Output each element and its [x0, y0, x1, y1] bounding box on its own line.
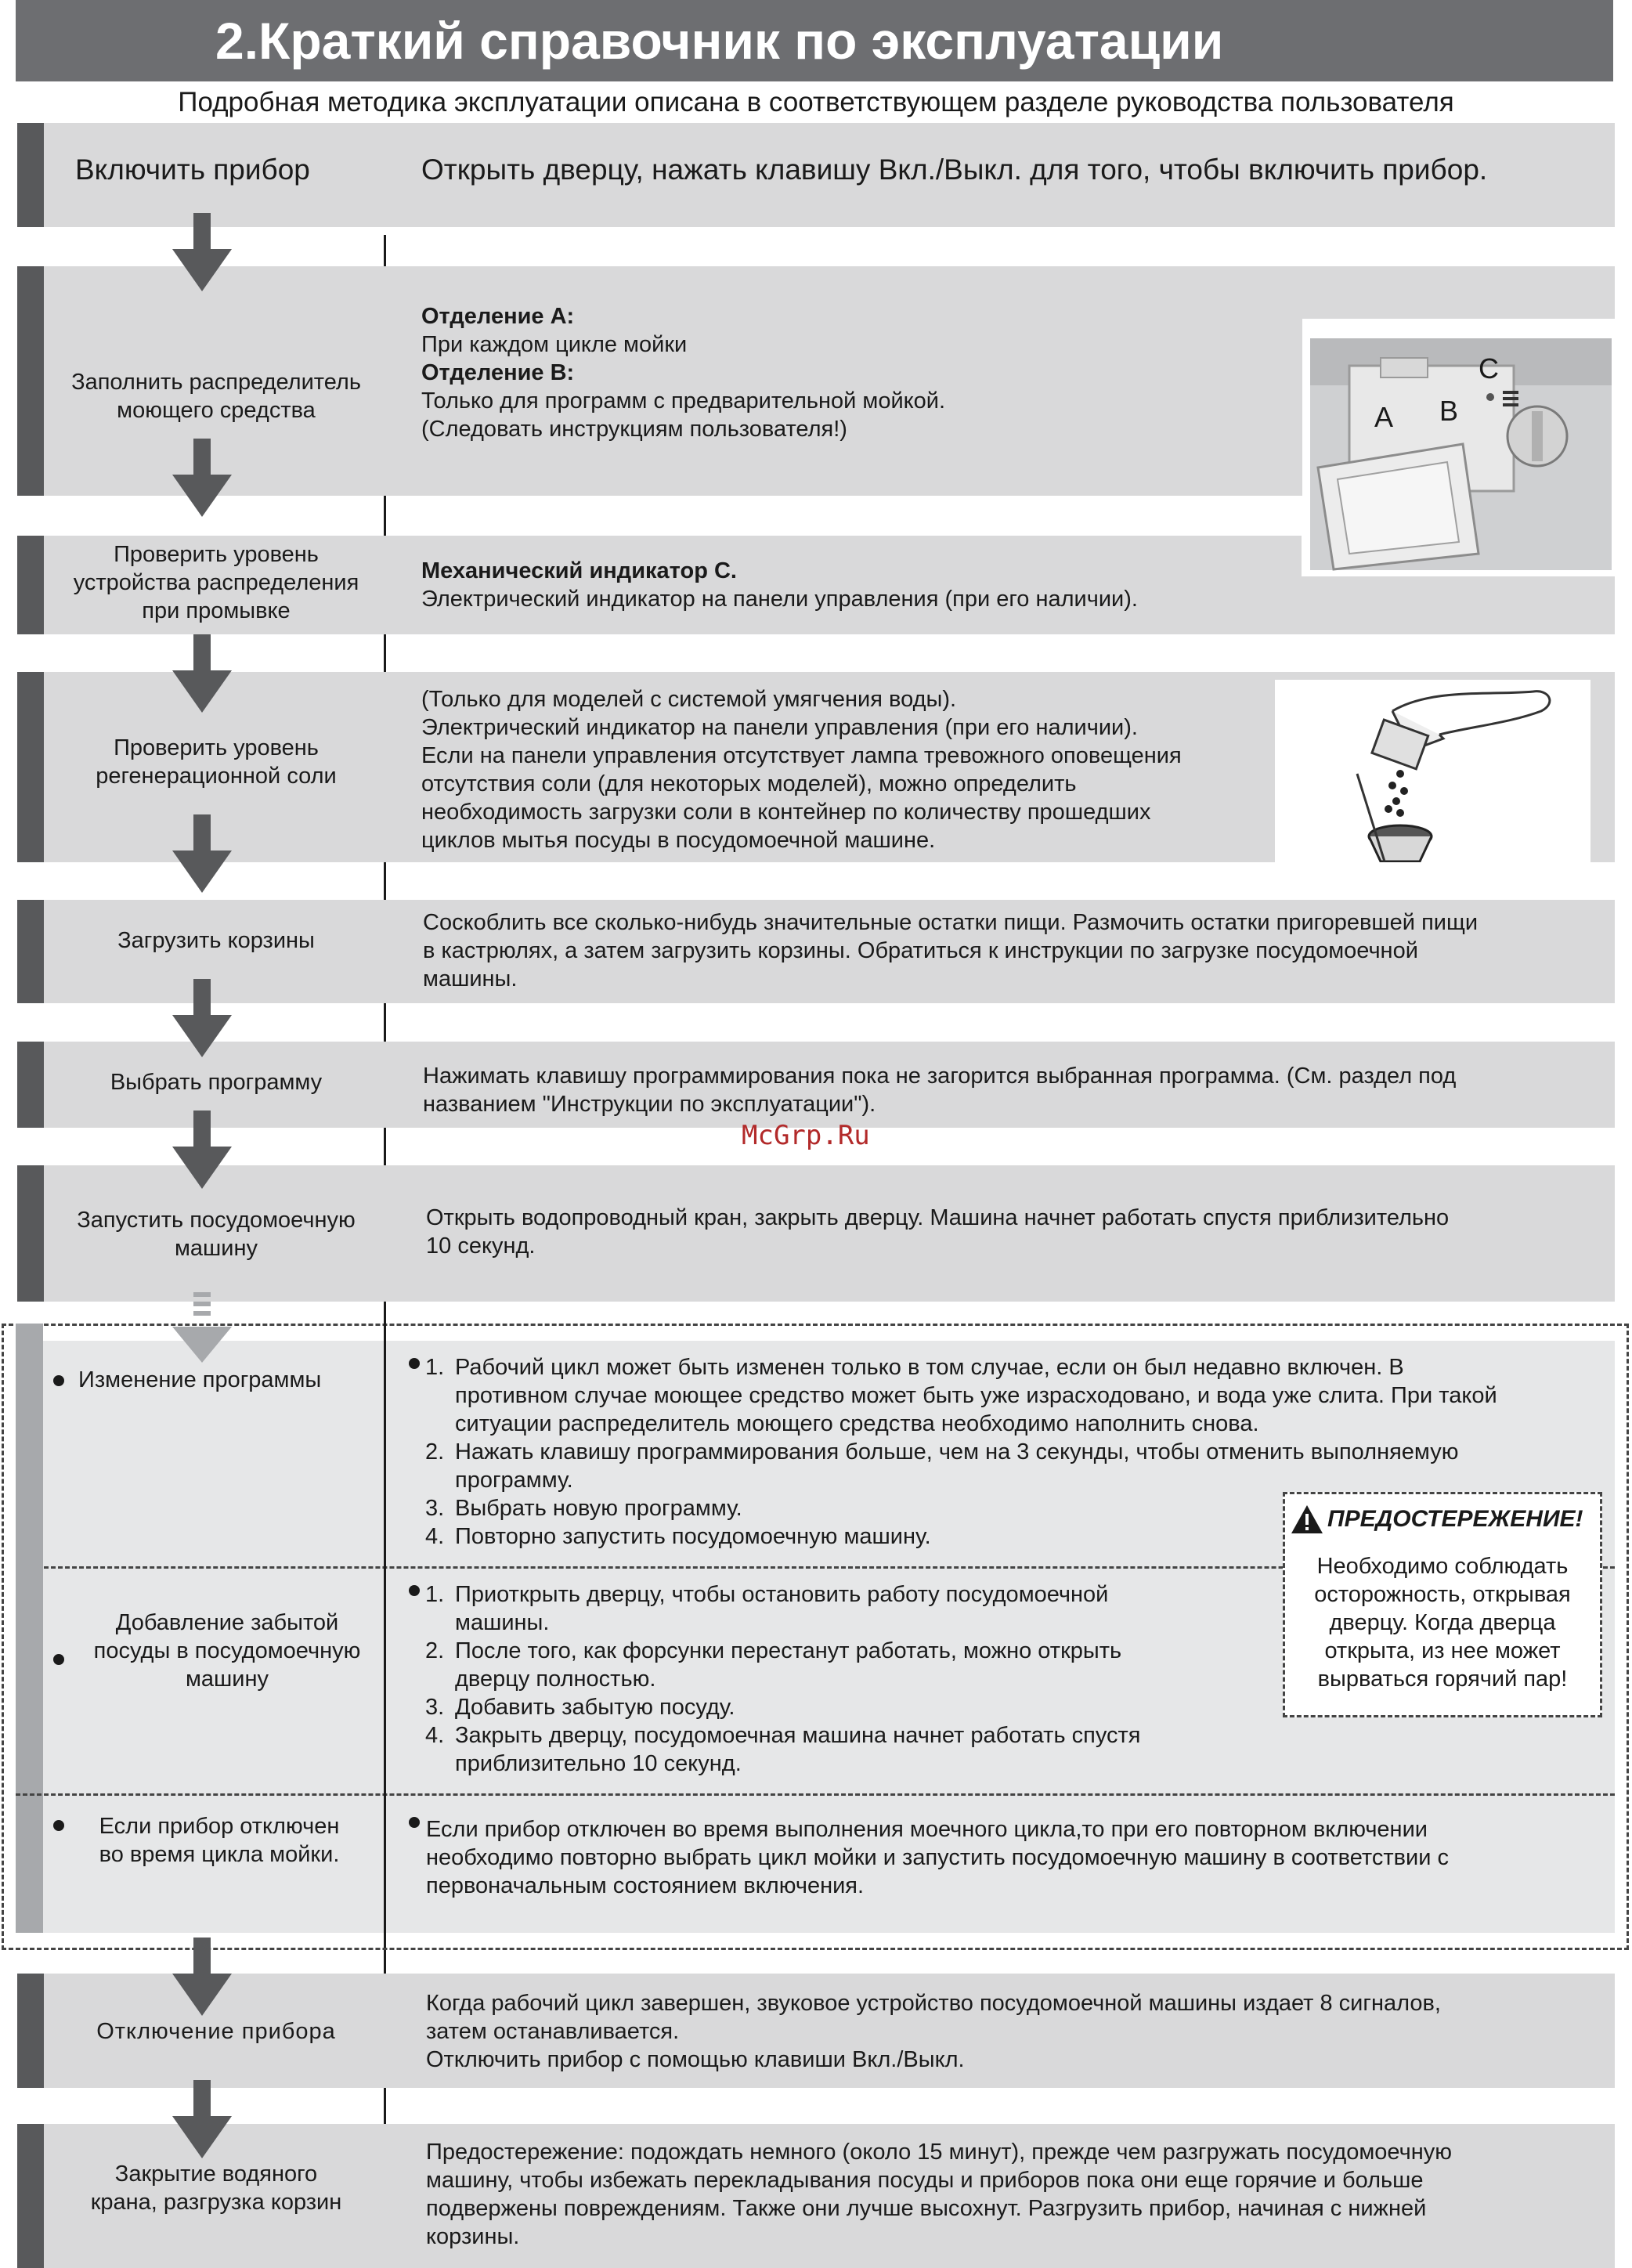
arrow-down-icon [172, 439, 232, 517]
warning-title: ПРЕДОСТЕРЕЖЕНИЕ! [1327, 1506, 1583, 1532]
step-label: Отключение прибора [96, 2019, 336, 2044]
step-label: Заполнить распределитель моющего средства [71, 370, 361, 423]
add-dish-steps: 1. Приоткрыть дверцу, чтобы остановить работу посудомоечной машины. 2. После того, как форсунки перестанут работать, можно открыть дверцу полностью. 3. Добавить забытую посуду. 4. Закрыть дверцу, посудомоечная машина начнет работать спустя приблизительно 10 секунд. [425, 1582, 1141, 1776]
page-title: 2.Краткий справочник по эксплуатации [215, 12, 1224, 70]
step-content: Механический индикатор C. Электрический индикатор на панели управления (при его наличии). [421, 558, 1138, 612]
step-content: Когда рабочий цикл завершен, звуковое устройство посудомоечной машины издает 8 сигналов, затем останавливается. Отключить прибор с помощью клавиши Вкл./Выкл. [426, 1991, 1441, 2072]
dashed-arrow-icon [172, 1292, 232, 1363]
step-label: Проверить уровень регенерационной соли [96, 735, 337, 789]
optional-label: Изменение программы [78, 1367, 322, 1392]
dispenser-label-a: A [1374, 401, 1394, 433]
arrow-down-icon [172, 634, 232, 713]
step-content: (Только для моделей с системой умягчения воды). Электрический индикатор на панели управления (при его наличии). Если на панели управления отсутствует лампа тревожного оповещения отсутствия соли (для некоторых моделей), можно определить необходимость загрузки соли в контейнер по количеству прошедших циклов мытья посуды в посудомоечной машине. [421, 687, 1182, 853]
step-content: Нажимать клавишу программирования пока не загорится выбранная программа. (См. раздел под названием "Инструкции по эксплуатации"). [423, 1064, 1457, 1117]
page-subtitle: Подробная методика эксплуатации описана в соответствующем разделе руководства пользователя [178, 87, 1454, 117]
power-off-text: Если прибор отключен во время выполнения моечного цикла,то при его повторном включении необходимо повторно выбрать цикл мойки и запустить посудомоечную машину в соответствии с первоначальным состоянием включения. [426, 1817, 1449, 1898]
step-content: Отделение A: При каждом цикле мойки Отделение B: Только для программ с предварительной мойкой. (Следовать инструкциям пользователя!) [421, 304, 946, 442]
watermark: McGrp.Ru [742, 1120, 870, 1151]
step-label: Закрытие водяного крана, разгрузка корзин [90, 2161, 342, 2215]
step-label: Проверить уровень устройства распределения при промывке [73, 542, 359, 623]
arrow-down-icon [172, 814, 232, 893]
optional-label: Добавление забытой посуды в посудомоечную машину [93, 1610, 361, 1692]
step-label: Включить прибор [75, 153, 310, 186]
step-content: Предостережение: подождать немного (около 15 минут), прежде чем разгружать посудомоечную машину, чтобы избежать перекладывания посуды и приборов пока они еще горячие и больше подвержены повреждениям. Также они лучше высохнут. Разгрузить прибор, начиная с нижней корзины. [426, 2140, 1452, 2249]
dispenser-label-b: B [1439, 395, 1459, 427]
step-label: Загрузить корзины [117, 928, 315, 953]
dispenser-label-c: C [1479, 352, 1499, 385]
optional-label: Если прибор отключен во время цикла мойки. [99, 1814, 340, 1867]
warning-text: Необходимо соблюдать осторожность, открывая дверцу. Когда дверца открыта, из нее может вырваться горячий пар! [1314, 1554, 1571, 1692]
step-content: Соскоблить все сколько-нибудь значительные остатки пищи. Размочить остатки пригоревшей пищи в кастрюлях, а затем загрузить корзины. Обратиться к инструкции по загрузке посудомоечной машины. [423, 910, 1479, 991]
step-content: Открыть водопроводный кран, закрыть дверцу. Машина начнет работать спустя приблизительно 10 секунд. [426, 1205, 1450, 1259]
step-label: Запустить посудомоечную машину [77, 1208, 356, 1261]
change-program-steps: 1. Рабочий цикл может быть изменен только в том случае, если он был недавно включен. В противном случае моющее средство может быть уже израсходовано, и вода уже слита. При такой ситуации распределитель моющего средства необходимо наполнить снова. 2. Нажать клавишу программирования больше, чем на 3 секунды, чтобы отменить выполняемую программу. 3. Выбрать новую программу. 4. Повторно запустить посудомоечную машину. [425, 1355, 1497, 1549]
arrow-down-icon [172, 1938, 232, 2016]
arrow-down-icon [172, 979, 232, 1057]
arrow-down-icon [172, 2080, 232, 2158]
step-content: Открыть дверцу, нажать клавишу Вкл./Выкл. для того, чтобы включить прибор. [421, 153, 1488, 186]
arrow-down-icon [172, 213, 232, 291]
arrow-down-icon [172, 1111, 232, 1189]
step-label: Выбрать программу [110, 1070, 323, 1095]
